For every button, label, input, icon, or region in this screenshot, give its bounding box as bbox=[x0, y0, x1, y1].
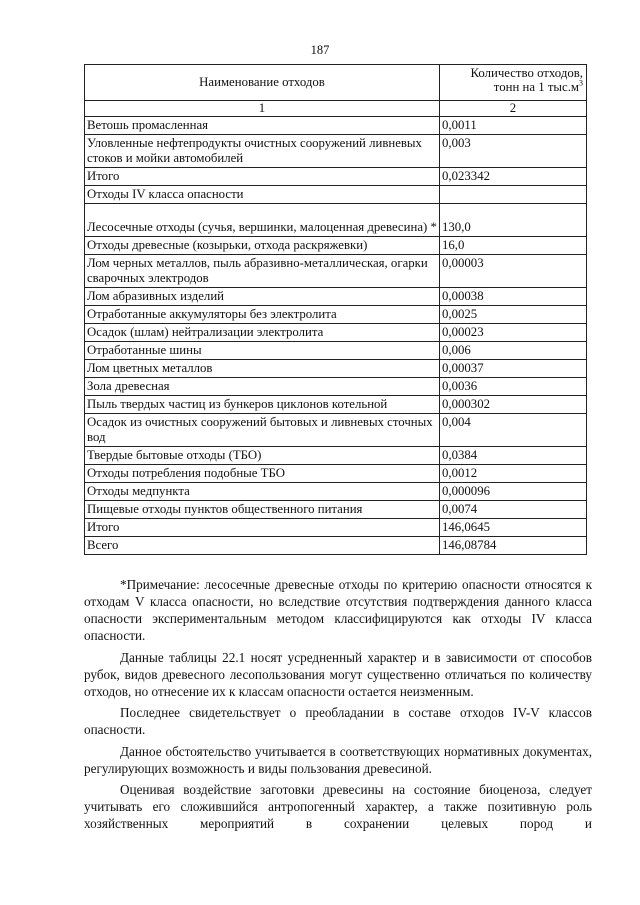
table-row bbox=[85, 519, 587, 537]
table-row bbox=[85, 237, 587, 255]
waste-table bbox=[84, 64, 587, 555]
waste-qty: 0,000302 bbox=[440, 396, 587, 414]
waste-name: Лом абразивных изделий bbox=[85, 288, 440, 306]
body-paragraph: Данные таблицы 22.1 носят усредненный характер и в зависимости от способов рубок, видов древесного лесопользования могут существенно отличаться по количеству отходов, но отнесение их к классам опасности остается неизменным. bbox=[84, 649, 592, 699]
waste-qty: 146,08784 bbox=[440, 537, 587, 555]
table-row bbox=[85, 117, 587, 135]
header-waste-name: Наименование отходов bbox=[85, 65, 440, 101]
table-header-row bbox=[85, 65, 587, 101]
waste-qty: 0,000096 bbox=[440, 483, 587, 501]
table-row bbox=[85, 255, 587, 288]
waste-name: Твердые бытовые отходы (ТБО) bbox=[85, 447, 440, 465]
waste-qty: 0,0074 bbox=[440, 501, 587, 519]
waste-qty: 146,0645 bbox=[440, 519, 587, 537]
table-row bbox=[85, 288, 587, 306]
waste-qty: 0,00038 bbox=[440, 288, 587, 306]
waste-qty: 16,0 bbox=[440, 237, 587, 255]
waste-name: Итого bbox=[85, 168, 440, 186]
waste-name: Всего bbox=[85, 537, 440, 555]
table-row bbox=[85, 306, 587, 324]
waste-name: Итого bbox=[85, 519, 440, 537]
table-row bbox=[85, 501, 587, 519]
table-row bbox=[85, 324, 587, 342]
waste-qty: 0,023342 bbox=[440, 168, 587, 186]
column-number-row bbox=[85, 101, 587, 117]
header-qty-sup: 3 bbox=[579, 78, 583, 88]
waste-name: Отходы медпункта bbox=[85, 483, 440, 501]
waste-qty: 130,0 bbox=[440, 204, 587, 237]
waste-qty: 0,0036 bbox=[440, 378, 587, 396]
waste-name: Лом цветных металлов bbox=[85, 360, 440, 378]
table-row bbox=[85, 204, 587, 237]
table-row bbox=[85, 483, 587, 501]
waste-name: Отходы древесные (козырьки, отхода раскряжевки) bbox=[85, 237, 440, 255]
body-text bbox=[84, 576, 592, 837]
waste-name: Лом черных металлов, пыль абразивно-металлическая, огарки сварочных электродов bbox=[85, 255, 440, 288]
table-row bbox=[85, 378, 587, 396]
waste-name: Осадок из очистных сооружений бытовых и ливневых сточных вод bbox=[85, 414, 440, 447]
page-number: 187 bbox=[310, 43, 330, 57]
waste-name: Зола древесная bbox=[85, 378, 440, 396]
table-row bbox=[85, 414, 587, 447]
waste-name: Уловленные нефтепродукты очистных сооружений ливневых стоков и мойки автомобилей bbox=[85, 135, 440, 168]
waste-qty: 0,003 bbox=[440, 135, 587, 168]
waste-qty: 0,00003 bbox=[440, 255, 587, 288]
waste-qty bbox=[440, 186, 587, 204]
table-row bbox=[85, 360, 587, 378]
waste-name: Пищевые отходы пунктов общественного питания bbox=[85, 501, 440, 519]
waste-qty: 0,006 bbox=[440, 342, 587, 360]
waste-name: Отработанные шины bbox=[85, 342, 440, 360]
waste-name: Отработанные аккумуляторы без электролита bbox=[85, 306, 440, 324]
waste-name: Пыль твердых частиц из бункеров циклонов котельной bbox=[85, 396, 440, 414]
column-number: 1 bbox=[85, 101, 440, 117]
table-row bbox=[85, 186, 587, 204]
waste-qty: 0,00023 bbox=[440, 324, 587, 342]
waste-qty: 0,0025 bbox=[440, 306, 587, 324]
body-paragraph: Данное обстоятельство учитывается в соответствующих нормативных документах, регулирующих возможность и виды пользования древесиной. bbox=[84, 743, 592, 776]
waste-qty: 0,0384 bbox=[440, 447, 587, 465]
waste-qty: 0,0012 bbox=[440, 465, 587, 483]
body-paragraph: Последнее свидетельствует о преобладании в составе отходов IV-V классов опасности. bbox=[84, 705, 592, 737]
waste-name: Отходы IV класса опасности bbox=[85, 186, 440, 204]
waste-qty: 0,004 bbox=[440, 414, 587, 447]
waste-name: Ветошь промасленная bbox=[85, 117, 440, 135]
waste-name: Лесосечные отходы (сучья, вершинки, малоценная древесина) * bbox=[85, 204, 440, 237]
table-row bbox=[85, 168, 587, 186]
footnote-paragraph: *Примечание: лесосечные древесные отходы по критерию опасности относятся к отходам V класса опасности, но вследствие отсутствия подтверждения данного класса опасности экспериментальным методом классифицируются как отходы IV класса опасности. bbox=[84, 577, 592, 643]
header-waste-quantity bbox=[440, 65, 587, 101]
waste-name: Осадок (шлам) нейтрализации электролита bbox=[85, 324, 440, 342]
header-qty-line1: Количество отходов, bbox=[470, 66, 583, 80]
column-number: 2 bbox=[440, 101, 587, 117]
table-row bbox=[85, 447, 587, 465]
table-row bbox=[85, 465, 587, 483]
waste-qty: 0,0011 bbox=[440, 117, 587, 135]
table-row bbox=[85, 537, 587, 555]
header-qty-line2: тонн на 1 тыс.м bbox=[493, 80, 579, 94]
body-paragraph: Оценивая воздействие заготовки древесины на состояние биоценоза, следует учитывать его сложившийся антропогенный характер, а также позитивную роль хозяйственных мероприятий в сохранении целевых пород и bbox=[84, 782, 592, 831]
waste-name: Отходы потребления подобные ТБО bbox=[85, 465, 440, 483]
table-row bbox=[85, 396, 587, 414]
waste-qty: 0,00037 bbox=[440, 360, 587, 378]
table-row bbox=[85, 135, 587, 168]
table-row bbox=[85, 342, 587, 360]
